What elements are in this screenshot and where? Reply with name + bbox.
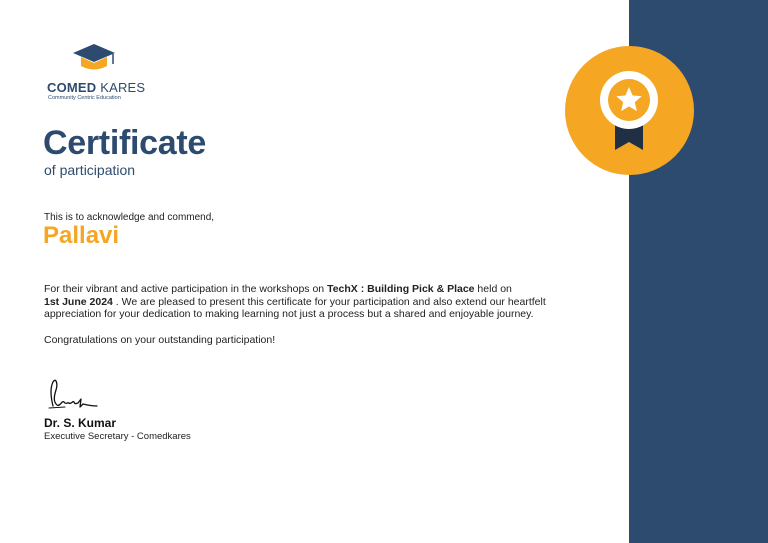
signatory-title: Executive Secretary - Comedkares [44,431,191,442]
signatory-name: Dr. S. Kumar [44,416,117,430]
congratulations-text: Congratulations on your outstanding participation! [44,334,276,346]
award-ribbon-icon [565,46,694,175]
certificate-subtitle: of participation [44,162,136,178]
graduation-cap-icon [71,42,117,72]
body-part-3: . We are pleased to present this certificate for your participation and also extend our heartfelt appreciation for your dedication to making learning not just a process but a shared and enjoyable journey. [44,295,546,320]
workshop-date: 1st June 2024 [44,295,113,308]
body-part-2: held on [474,283,512,295]
logo-name-bold: COMED [47,80,97,95]
recipient-name: Pallavi [43,222,120,249]
logo-tagline: Community Centric Education [48,95,121,101]
logo-name-light: KARES [96,80,146,95]
handwritten-signature [45,378,101,412]
body-part-1: For their vibrant and active participation in the workshops on [44,283,328,295]
acknowledge-text: This is to acknowledge and commend, [44,212,215,223]
workshop-name: TechX : Building Pick & Place [327,283,475,295]
award-medal [565,46,694,175]
certificate-body [44,283,584,321]
certificate-title: Certificate [43,124,206,162]
logo-name [47,80,145,95]
